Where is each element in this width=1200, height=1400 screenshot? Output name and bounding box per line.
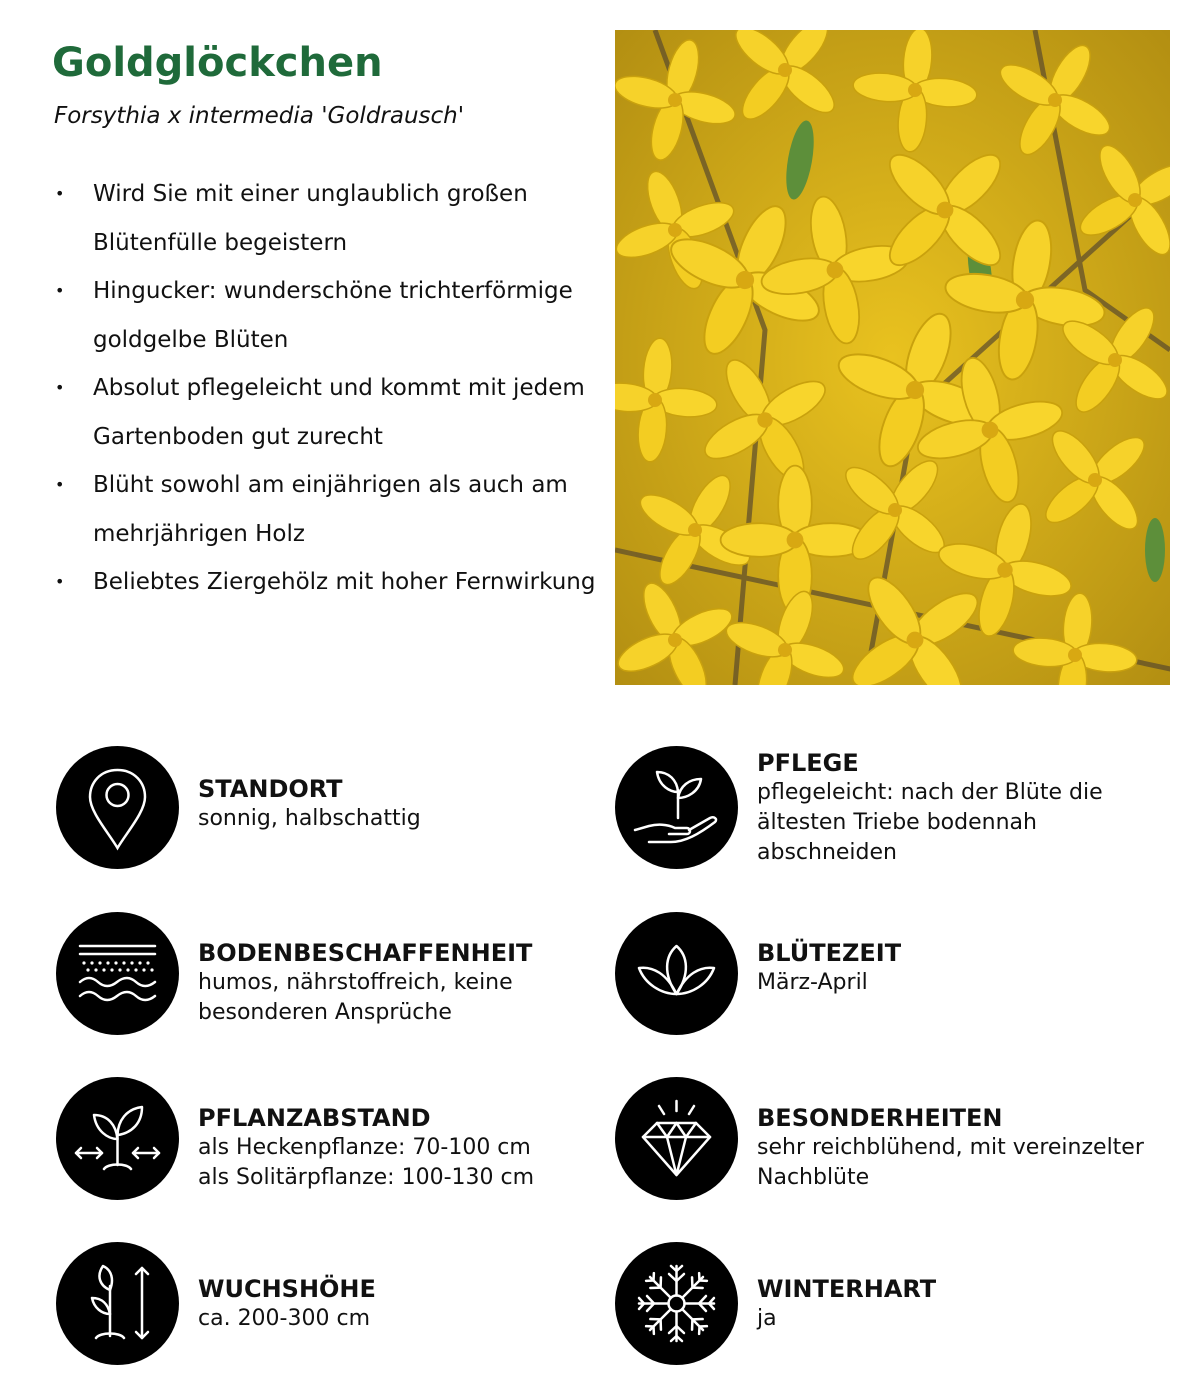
bullet-item: • Hingucker: wunderschöne trichterförmige goldgelbe Blüten: [55, 278, 573, 353]
feature-winterhart: [615, 1242, 1135, 1367]
feature-label: BLÜTEZEIT: [757, 939, 902, 967]
feature-label: PFLANZABSTAND: [198, 1104, 431, 1132]
icon-circle: [615, 1242, 738, 1365]
feature-pflege: [615, 746, 1135, 871]
icon-circle: [56, 912, 179, 1035]
feature-besonderheiten: [615, 1077, 1144, 1202]
icon-circle: [615, 912, 738, 1035]
feature-value: sonnig, halbschattig: [198, 806, 421, 831]
bullet-item: • Beliebtes Ziergehölz mit hoher Fernwirkung: [55, 569, 596, 595]
location-pin-icon: [56, 746, 179, 869]
feature-value: humos, nährstoffreich, keine besonderen Ansprüche: [198, 970, 513, 1025]
forsythia-flowers-image: [615, 30, 1170, 685]
feature-label: WUCHSHÖHE: [198, 1275, 376, 1303]
feature-label: STANDORT: [198, 775, 343, 803]
feature-label: BODENBESCHAFFENHEIT: [198, 939, 533, 967]
feature-label: BESONDERHEITEN: [757, 1104, 1003, 1132]
feature-value: ja: [757, 1306, 777, 1331]
forsythia-photo: [615, 30, 1170, 685]
feature-boden: [56, 912, 576, 1037]
feature-pflanzabstand: [56, 1077, 576, 1202]
icon-circle: [615, 746, 738, 869]
plant-spacing-icon: [56, 1077, 179, 1200]
feature-standort: [56, 746, 576, 871]
icon-circle: [56, 746, 179, 869]
feature-value: ca. 200-300 cm: [198, 1306, 371, 1331]
feature-value: sehr reichblühend, mit vereinzelter Nachblüte: [757, 1135, 1144, 1190]
icon-circle: [56, 1242, 179, 1365]
feature-value: pflegeleicht: nach der Blüte die ältesten Triebe bodennah abschneiden: [757, 780, 1103, 865]
product-title: Goldglöckchen: [52, 40, 383, 86]
icon-circle: [56, 1077, 179, 1200]
feature-value-solitaer: als Solitärpflanze: 100-130 cm: [198, 1165, 535, 1190]
soil-layers-icon: [56, 912, 179, 1035]
bullet-item: • Blüht sowohl am einjährigen als auch am mehrjährigen Holz: [55, 472, 568, 547]
seedling-hand-icon: [615, 746, 738, 869]
snowflake-icon: [615, 1242, 738, 1365]
plant-height-icon: [56, 1242, 179, 1365]
lotus-flower-icon: [615, 912, 738, 1035]
feature-label: WINTERHART: [757, 1275, 937, 1303]
icon-circle: [615, 1077, 738, 1200]
botanical-name: Forsythia x intermedia 'Goldrausch': [54, 103, 465, 129]
bullet-item: • Absolut pflegeleicht und kommt mit jedem Gartenboden gut zurecht: [55, 375, 585, 450]
bullet-item: • Wird Sie mit einer unglaublich großen Blütenfülle begeistern: [55, 181, 528, 256]
feature-bluetezeit: [615, 912, 1135, 1037]
feature-wuchshoehe: [56, 1242, 576, 1367]
feature-label: PFLEGE: [757, 749, 859, 777]
feature-value: März-April: [757, 970, 868, 995]
diamond-icon: [615, 1077, 738, 1200]
feature-bullet-list: [52, 170, 597, 607]
feature-value-hecke: als Heckenpflanze: 70-100 cm: [198, 1135, 531, 1160]
